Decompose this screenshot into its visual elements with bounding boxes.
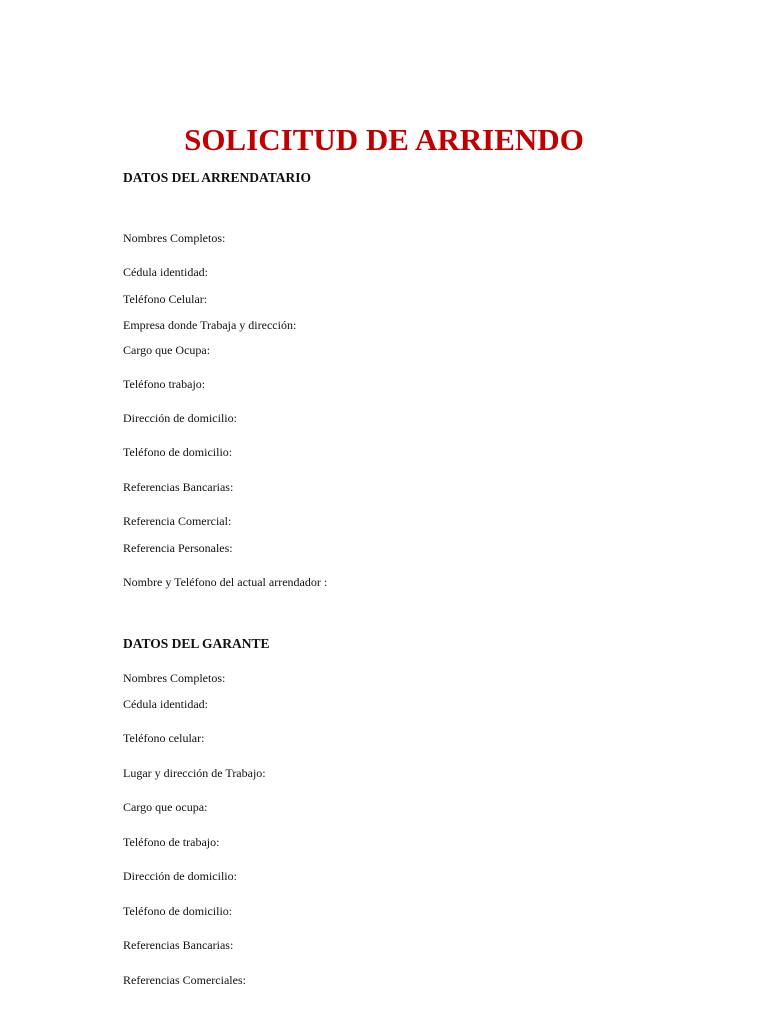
field-label: Teléfono celular: <box>123 731 205 745</box>
field-label: Referencias Comerciales: <box>123 973 246 987</box>
document-title: SOLICITUD DE ARRIENDO <box>184 122 584 157</box>
field-label: Nombres Completos: <box>123 231 226 245</box>
field-label: Nombres Completos: <box>123 671 226 685</box>
field-label: Nombre y Teléfono del actual arrendador : <box>123 575 328 589</box>
field-label: Cargo que ocupa: <box>123 800 208 814</box>
section-heading: DATOS DEL ARRENDATARIO <box>123 170 312 185</box>
field-label: Teléfono trabajo: <box>123 377 206 391</box>
field-label: Teléfono de domicilio: <box>123 445 233 459</box>
field-label: Teléfono de trabajo: <box>123 835 220 849</box>
field-label: Cédula identidad: <box>123 265 208 279</box>
field-label: Cédula identidad: <box>123 697 208 711</box>
field-label: Teléfono de domicilio: <box>123 904 233 918</box>
field-label: Lugar y dirección de Trabajo: <box>123 766 266 780</box>
field-label: Empresa donde Trabaja y dirección: <box>123 318 297 332</box>
field-label: Referencias Bancarias: <box>123 938 234 952</box>
field-label: Cargo que Ocupa: <box>123 343 211 357</box>
field-label: Dirección de domicilio: <box>123 411 237 425</box>
field-label: Referencia Comercial: <box>123 514 232 528</box>
field-label: Dirección de domicilio: <box>123 869 237 883</box>
field-label: Teléfono Celular: <box>123 292 208 306</box>
section-heading: DATOS DEL GARANTE <box>123 636 270 651</box>
field-label: Referencias Bancarias: <box>123 480 234 494</box>
field-label: Referencia Personales: <box>123 541 233 555</box>
